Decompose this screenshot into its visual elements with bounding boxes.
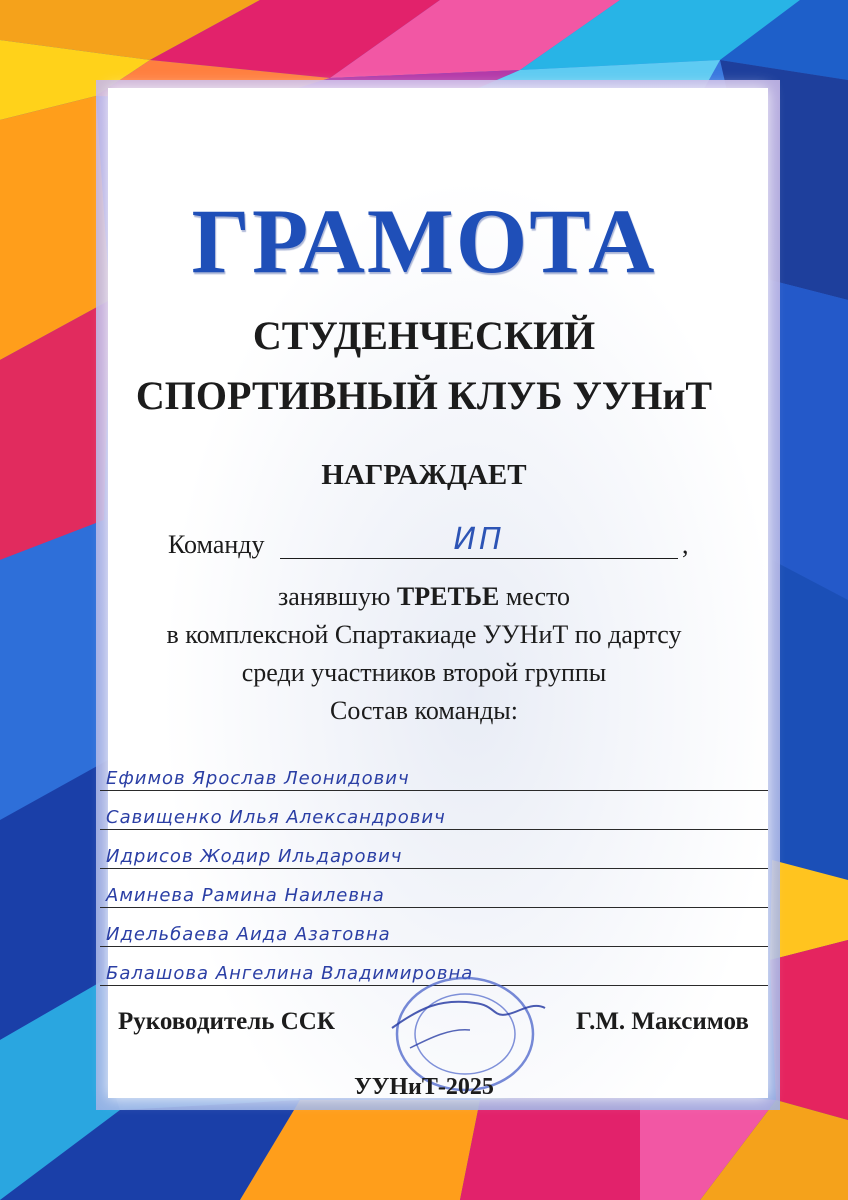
member-row xyxy=(100,752,768,791)
team-comma: , xyxy=(682,530,689,559)
member-name: Балашова Ангелина Владимировна xyxy=(106,963,474,984)
organization-line-2: СПОРТИВНЫЙ КЛУБ УУНиТ xyxy=(135,373,713,418)
member-name: Савищенко Илья Александрович xyxy=(106,807,446,828)
place-word: ТРЕТЬЕ xyxy=(396,582,500,611)
member-row xyxy=(100,869,768,908)
footer-year: УУНиТ-2025 xyxy=(354,1074,494,1100)
member-row xyxy=(100,908,768,947)
member-name: Аминева Рамина Наилевна xyxy=(106,885,385,906)
team-members-label: Состав команды: xyxy=(330,696,518,725)
team-label: Команду xyxy=(168,530,265,559)
team-underline xyxy=(280,558,678,559)
signature-role: Руководитель ССК xyxy=(118,1008,335,1035)
member-name: Идельбаева Аида Азатовна xyxy=(106,924,391,945)
team-line xyxy=(168,522,728,562)
signature-block xyxy=(0,1008,848,1048)
member-name: Идрисов Жодир Ильдарович xyxy=(106,846,403,867)
member-name: Ефимов Ярослав Леонидович xyxy=(106,768,410,789)
signature-name: Г.М. Максимов xyxy=(576,1008,749,1035)
awards-heading: НАГРАЖДАЕТ xyxy=(321,459,527,491)
member-row xyxy=(100,791,768,830)
organization-line-1: СТУДЕНЧЕСКИЙ xyxy=(252,313,596,358)
member-row xyxy=(100,830,768,869)
event-line: в комплексной Спартакиаде УУНиТ по дартсу xyxy=(166,620,682,649)
place-line xyxy=(0,582,848,612)
team-value-handwritten: ИП xyxy=(453,522,505,557)
place-prefix: занявшую xyxy=(277,582,391,611)
group-line: среди участников второй группы xyxy=(241,658,607,687)
team-members-list xyxy=(100,752,768,986)
certificate-title: ГРАМОТА xyxy=(191,190,657,292)
place-suffix: место xyxy=(505,582,571,611)
